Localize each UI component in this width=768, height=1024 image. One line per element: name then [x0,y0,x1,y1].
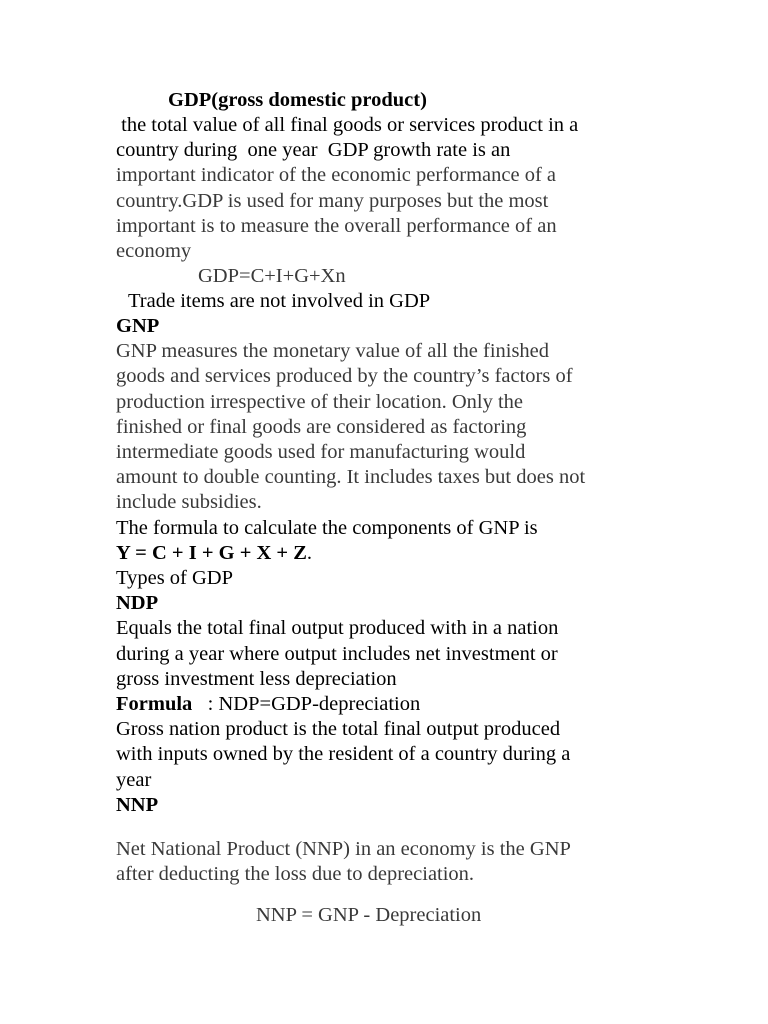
gdp-line: important indicator of the economic performance of a [116,164,556,187]
gnp-formula-intro: The formula to calculate the components of GNP is [116,516,538,539]
gdp-definition [116,113,578,264]
gross-nation-line: year [116,768,152,791]
gdp-trade-note: Trade items are not involved in GDP [128,290,431,312]
gdp-formula: GDP=C+I+G+Xn [198,265,346,287]
nnp-line: after deducting the loss due to depreciation. [116,863,475,886]
gnp-section [116,314,585,818]
gross-nation-line: with inputs owned by the resident of a country during a [116,743,571,766]
gdp-line: economy [116,240,192,263]
gnp-line: GNP measures the monetary value of all the finished [116,340,550,363]
gnp-line: goods and services produced by the country’s factors of [116,365,573,388]
ndp-formula-label: Formula [116,693,193,716]
nnp-definition [116,837,571,887]
ndp-line: during a year where output includes net investment or [116,642,558,665]
gnp-formula-end: . [306,541,313,564]
gnp-line: include subsidies. [116,491,262,514]
gnp-formula-line [116,541,585,566]
gnp-line: production irrespective of their location. Only the [116,390,524,413]
types-of-gdp-label: Types of GDP [116,567,234,590]
gdp-line: the total value of all final goods or services product in a [116,114,579,136]
gnp-heading: GNP [116,315,160,337]
gdp-heading: GDP(gross domestic product) [168,89,427,111]
ndp-formula-line [116,692,585,717]
gnp-line: amount to double counting. It includes taxes but does not [116,466,586,489]
gnp-formula: Y = C + I + G + X + Z [116,541,307,564]
ndp-line: gross investment less depreciation [116,667,397,690]
ndp-heading: NDP [116,592,159,615]
gdp-line: important is to measure the overall performance of an [116,214,557,237]
nnp-formula: NNP = GNP - Depreciation [256,904,482,926]
gnp-line: finished or final goods are considered as factoring [116,415,527,438]
gnp-line: intermediate goods used for manufacturing would [116,441,526,464]
ndp-formula-text: : NDP=GDP-depreciation [192,693,421,716]
gdp-line: country during one year GDP growth rate is an [116,139,511,162]
nnp-line: Net National Product (NNP) in an economy is the GNP [116,838,571,860]
gdp-line: country.GDP is used for many purposes but the most [116,189,549,212]
nnp-heading: NNP [116,793,159,816]
ndp-line: Equals the total final output produced with in a nation [116,617,559,640]
gross-nation-line: Gross nation product is the total final output produced [116,718,561,741]
